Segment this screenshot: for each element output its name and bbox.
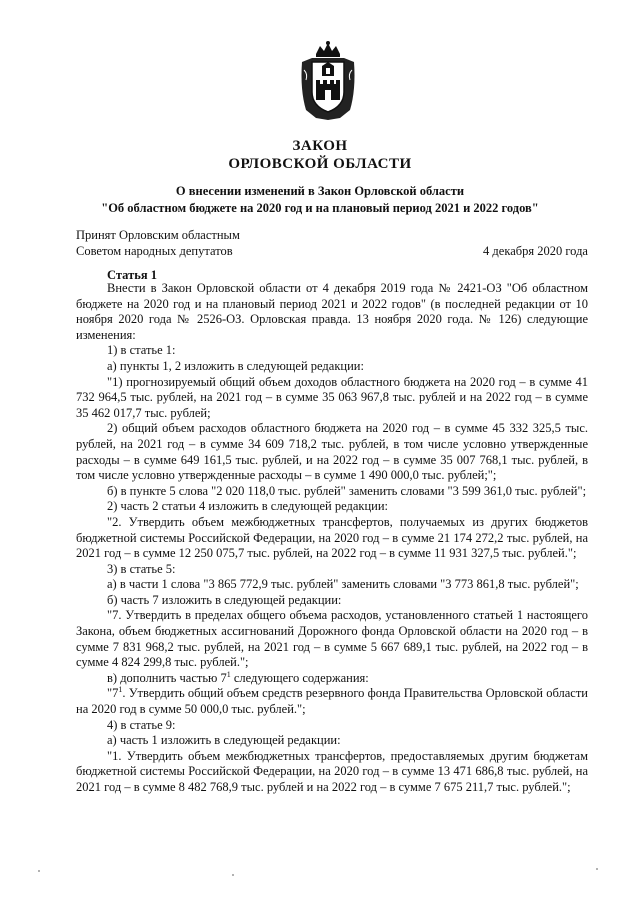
paragraph: "1) прогнозируемый общий объем доходов областного бюджета на 2020 год – в сумме 41 732 964,5 тыс. рублей, на 2021 год – в сумме 35 063 967,8 тыс. рублей и на 2022 год – в сумме 35 462 017,7 тыс. рублей;: [76, 374, 588, 420]
paragraph: 3) в статье 5:: [107, 561, 176, 576]
paragraph: а) часть 1 изложить в следующей редакции:: [107, 733, 341, 748]
adoption-line1: Принят Орловским областным: [76, 228, 240, 242]
paragraph: "7. Утвердить в пределах общего объема расходов, установленного статьей 1 настоящего Закона, объем бюджетных ассигнований Дорожного фонда Орловской области на 2020 год – в сумме 7 831 968,2 тыс. рублей, на 2021 год – в сумме 5 667 689,1 тыс. рублей, на 2022 год – в сумме 4 824 299,8 тыс. рублей.";: [76, 608, 588, 670]
paragraph-text: . Утвердить общий объем средств резервного фонда Правительства Орловской области на 2020 год в сумме 50 000,0 тыс. рублей.";: [76, 686, 588, 717]
document-subtitle-line1: О внесении изменений в Закон Орловской области: [175, 184, 465, 198]
paragraph: б) в пункте 5 слова "2 020 118,0 тыс. рублей" заменить словами "3 599 361,0 тыс. рублей";: [107, 483, 587, 498]
paragraph: 1) в статье 1:: [107, 343, 176, 358]
scan-speck: [232, 874, 234, 876]
paragraph: 2) часть 2 статьи 4 изложить в следующей редакции:: [107, 499, 389, 514]
adoption-line2: Советом народных депутатов: [76, 244, 233, 258]
adoption-date: 4 декабря 2020 года: [483, 244, 588, 258]
paragraph: а) пункты 1, 2 изложить в следующей редакции:: [107, 358, 364, 373]
paragraph-with-superscript: [76, 671, 588, 687]
article-heading: Статья 1: [107, 268, 157, 282]
superscript: 1: [226, 669, 231, 679]
article-intro: Внести в Закон Орловской области от 4 декабря 2019 года № 2421-ОЗ "Об областном бюджете на 2020 год и на плановый период 2021 и 2022 годов" (в последней редакции от 10 ноября 2020 года № 2526-ОЗ. Орловская правда. 13 ноября 2020 года. № 126) следующие изменения:: [76, 281, 588, 342]
paragraph-with-superscript: [76, 686, 588, 717]
paragraph: "1. Утвердить объем межбюджетных трансфертов, предоставляемых другим бюджетам бюджетной системы Российской Федерации, на 2020 год – в сумме 13 471 686,8 тыс. рублей, на 2021 год – в сумме 8 482 768,9 тыс. рублей и на 2022 год – в сумме 7 675 211,7 тыс. рублей.";: [76, 748, 588, 794]
paragraph-text: "7: [107, 686, 119, 701]
paragraph: 2) общий объем расходов областного бюджета на 2020 год – в сумме 45 332 325,5 тыс. рублей, на 2021 год – в сумме 34 609 718,2 тыс. рублей, в том числе условно утвержденные расходы – в сумме 649 161,5 тыс. рублей, и на 2022 год – в сумме 35 007 768,1 тыс. рублей, в том числе условно утвержденные расходы – в сумме 1 490 000,0 тыс. рублей;";: [76, 421, 588, 483]
paragraph: а) в части 1 слова "3 865 772,9 тыс. рублей" заменить словами "3 773 861,8 тыс. рублей";: [107, 577, 579, 592]
article-body: [76, 281, 588, 796]
coat-of-arms-icon: [296, 40, 360, 122]
scan-speck: [596, 868, 598, 870]
paragraph: 4) в статье 9:: [107, 717, 176, 732]
document-title: ЗАКОН: [292, 138, 348, 154]
document-region: ОРЛОВСКОЙ ОБЛАСТИ: [228, 156, 412, 172]
superscript: 1: [118, 685, 123, 695]
paragraph-text: в) дополнить частью 7: [107, 670, 227, 685]
scan-speck: [38, 870, 40, 872]
document-subtitle-line2: "Об областном бюджете на 2020 год и на плановый период 2021 и 2022 годов": [101, 201, 539, 215]
paragraph-text: следующего содержания:: [230, 670, 369, 685]
paragraph: "2. Утвердить объем межбюджетных трансфертов, получаемых из других бюджетов бюджетной системы Российской Федерации, на 2020 год – в сумме 21 174 272,2 тыс. рублей, на 2021 год – в сумме 12 250 075,7 тыс. рублей, на 2022 год – в сумме 11 931 327,5 тыс. рублей.";: [76, 514, 588, 561]
paragraph: б) часть 7 изложить в следующей редакции:: [107, 592, 342, 607]
